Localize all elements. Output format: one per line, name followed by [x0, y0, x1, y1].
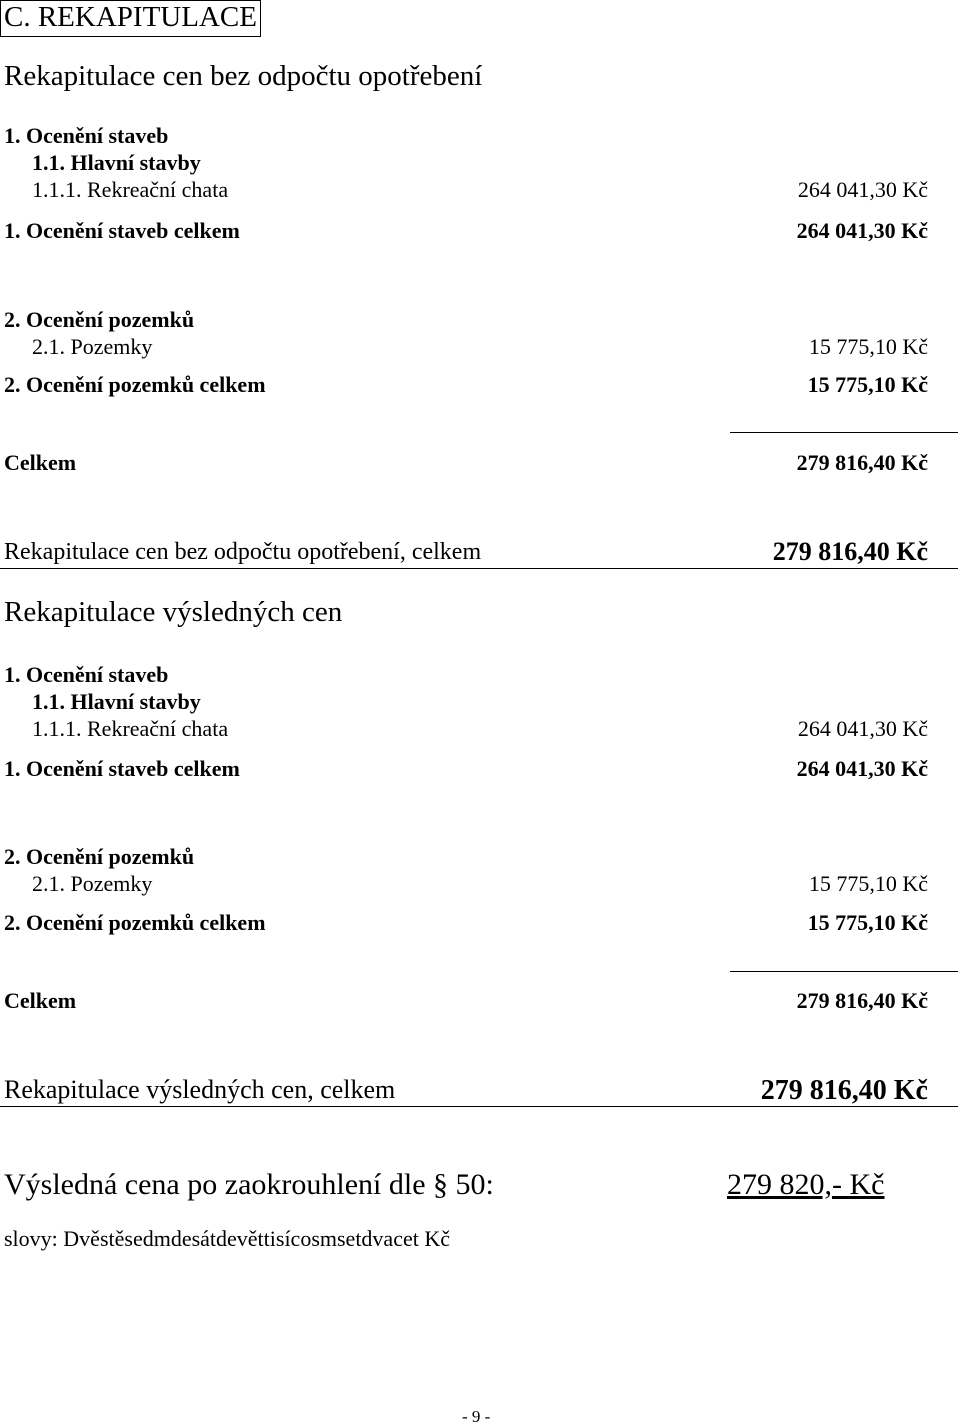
part2-stavby-total-label: 1. Ocenění staveb celkem [4, 756, 240, 781]
part1-celkem-value: 279 816,40 Kč [796, 450, 928, 475]
part1-pozemky-value: 15 775,10 Kč [808, 334, 928, 359]
part2-celkem-value: 279 816,40 Kč [796, 988, 928, 1013]
part2-pozemky-total-label: 2. Ocenění pozemků celkem [4, 910, 266, 935]
part2-celkem-label: Celkem [4, 988, 77, 1013]
part2-subtotal-rule [730, 971, 958, 972]
part2-pozemky-header: 2. Ocenění pozemků [4, 844, 195, 869]
part1-chata-label: 1.1.1. Rekreační chata [32, 177, 229, 202]
part2-hlavni-header: 1.1. Hlavní stavby [32, 689, 201, 714]
final-price-label: Výsledná cena po zaokrouhlení dle § 50: [4, 1168, 494, 1201]
part1-summary-rule [0, 568, 958, 569]
part2-stavby-header: 1. Ocenění staveb [4, 662, 169, 687]
section-title: C. REKAPITULACE [0, 0, 261, 37]
part2-pozemky-label: 2.1. Pozemky [32, 871, 153, 896]
page-number: - 9 - [462, 1407, 491, 1426]
part2-stavby-total-value: 264 041,30 Kč [796, 756, 928, 781]
part1-stavby-total-label: 1. Ocenění staveb celkem [4, 218, 240, 243]
part1-pozemky-label: 2.1. Pozemky [32, 334, 153, 359]
part1-heading: Rekapitulace cen bez odpočtu opotřebení [4, 60, 483, 92]
part1-celkem-label: Celkem [4, 450, 77, 475]
part2-pozemky-value: 15 775,10 Kč [808, 871, 928, 896]
part2-heading: Rekapitulace výsledných cen [4, 596, 343, 628]
part2-pozemky-total-value: 15 775,10 Kč [807, 910, 928, 935]
part1-pozemky-total-value: 15 775,10 Kč [807, 372, 928, 397]
part2-chata-label: 1.1.1. Rekreační chata [32, 716, 229, 741]
part1-pozemky-header: 2. Ocenění pozemků [4, 307, 195, 332]
part1-chata-value: 264 041,30 Kč [797, 177, 928, 202]
part2-summary-value: 279 816,40 Kč [760, 1075, 928, 1106]
final-price-value: 279 820,- Kč [727, 1168, 885, 1201]
part2-chata-value: 264 041,30 Kč [797, 716, 928, 741]
final-price-words: slovy: Dvěstěsedmdesátdevěttisícosmsetdvacet Kč [4, 1226, 450, 1251]
part2-summary-rule [0, 1106, 958, 1107]
part1-pozemky-total-label: 2. Ocenění pozemků celkem [4, 372, 266, 397]
part2-summary-label: Rekapitulace výsledných cen, celkem [4, 1075, 396, 1104]
part1-summary-label: Rekapitulace cen bez odpočtu opotřebení, celkem [4, 539, 482, 565]
part1-stavby-total-value: 264 041,30 Kč [796, 218, 928, 243]
part1-subtotal-rule [730, 432, 958, 433]
part1-summary-value: 279 816,40 Kč [772, 537, 928, 566]
part1-hlavni-header: 1.1. Hlavní stavby [32, 150, 201, 175]
part1-stavby-header: 1. Ocenění staveb [4, 123, 169, 148]
